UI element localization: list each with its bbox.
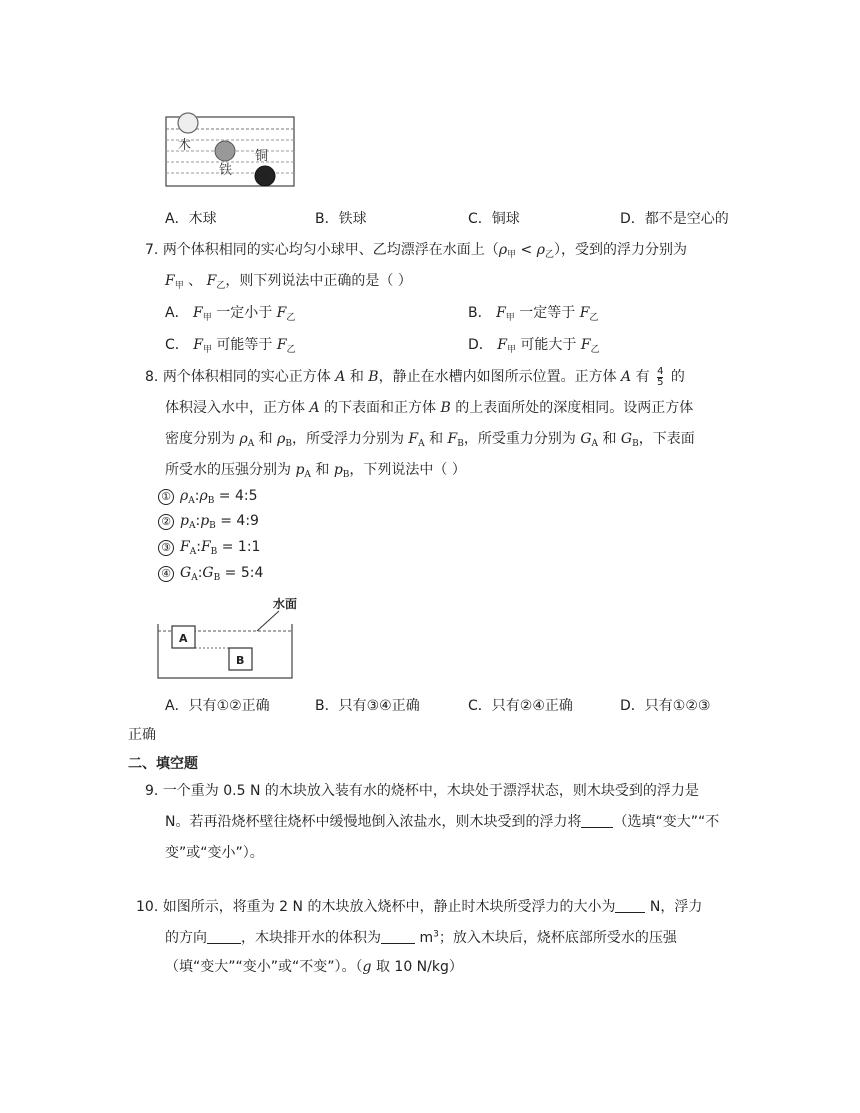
q8-line-2: 体积浸入水中，正方体 A 的下表面和正方体 B 的上表面所处的深度相同。设两正方体	[165, 400, 694, 416]
q6-option-b: B．铁球	[315, 211, 367, 227]
label-iron: 铁	[219, 163, 233, 178]
q6-option-d: D．都不是空心的	[620, 211, 729, 227]
q8-statement-1: ① $\rho_A:\rho_B$ = 4:5	[158, 488, 257, 506]
balls-figure-svg	[165, 112, 297, 188]
q9-blank	[581, 813, 613, 828]
q10-number: 10.	[136, 899, 159, 915]
q7-option-b: B． $F_甲$ 一定等于 $F_乙$	[468, 305, 599, 323]
cubes-figure-svg	[155, 596, 305, 682]
q7-line-2: $F_甲$ 、 $F_乙$，则下列说法中正确的是（ ）	[165, 273, 412, 291]
q8-option-a: A．只有①②正确	[165, 698, 270, 714]
label-wood: 木	[178, 138, 192, 153]
cube-a-label: A	[179, 632, 188, 645]
q7-number: 7.	[145, 242, 159, 258]
q10-line-2: 的方向 ，木块排开水的体积为 $m^3$；放入木块后，烧杯底部所受水的压强	[165, 929, 677, 946]
balls-figure	[165, 112, 297, 188]
q8-line-4: 所受水的压强分别为 $p_A$ 和 $p_B$，下列说法中（ ）	[165, 462, 466, 480]
q6-option-a: A．木球	[165, 211, 217, 227]
wood-ball	[178, 113, 198, 133]
q10-line-3: （填“变大”“变小”或“不变”）。（g 取 10 N/kg）	[165, 959, 463, 975]
q10-line-1: 10. 如图所示，将重为 2 N 的木块放入烧杯中，静止时木块所受浮力的大小为 N，浮力	[136, 899, 703, 915]
q8-option-d: D．只有①②③	[620, 698, 711, 714]
q9-line-2: N。若再沿烧杯壁往烧杯中缓慢地倒入浓盐水，则木块受到的浮力将 （选填“变大”“不	[165, 814, 720, 830]
water-surface-label: 水面	[273, 597, 298, 611]
iron-ball	[215, 141, 235, 161]
q8-option-b: B．只有③④正确	[315, 698, 420, 714]
q7-option-c: C． $F_甲$ 可能等于 $F_乙$	[165, 337, 296, 355]
q6-option-c: C．铜球	[468, 211, 520, 227]
q9-line-3: 变”或“变小”）。	[165, 845, 264, 861]
q10-blank-2	[207, 929, 241, 944]
q7-option-d: D． $F_甲$ 可能大于 $F_乙$	[468, 337, 600, 355]
section-title: 二、填空题	[128, 756, 198, 772]
copper-ball	[255, 166, 275, 186]
q8-option-c: C．只有②④正确	[468, 698, 573, 714]
q8-statement-4: ④ $G_A:G_B$ = 5:4	[158, 565, 263, 583]
q10-blank-3	[381, 929, 415, 944]
q8-statement-3: ③ $F_A:F_B$ = 1:1	[158, 539, 260, 557]
q8-number: 8.	[145, 369, 159, 385]
q9-number: 9.	[145, 783, 159, 799]
cube-b-label: B	[236, 654, 245, 667]
q8-line-1: 8. 两个体积相同的实心正方体 A 和 B，静止在水槽内如图所示位置。正方体 A 有 $\frac{4}{5}$ 的	[145, 365, 685, 388]
cubes-figure	[155, 596, 305, 682]
q9-line-1: 9. 一个重为 0.5 N 的木块放入装有水的烧杯中，木块处于漂浮状态，则木块受到的浮力是	[145, 783, 699, 799]
water-label-leader	[257, 611, 279, 631]
q8-line-3: 密度分别为 $\rho_A$ 和 $\rho_B$，所受浮力分别为 $F_A$ 和 $F_B$，所受重力分别为 $G_A$ 和 $G_B$，下表面	[165, 431, 695, 449]
q10-blank-1	[615, 898, 645, 913]
q8-option-d-tail: 正确	[128, 727, 156, 743]
q7-line-1: 7. 两个体积相同的实心均匀小球甲、乙均漂浮在水面上$(\rho_甲 < \rho_乙)$，受到的浮力分别为	[145, 242, 687, 260]
q8-statement-2: ② $p_A:p_B$ = 4:9	[158, 513, 259, 531]
label-copper: 铜	[255, 149, 269, 164]
q7-option-a: A． $F_甲$ 一定小于 $F_乙$	[165, 305, 296, 323]
fraction-four-fifths: $\frac{4}{5}$	[657, 365, 664, 388]
